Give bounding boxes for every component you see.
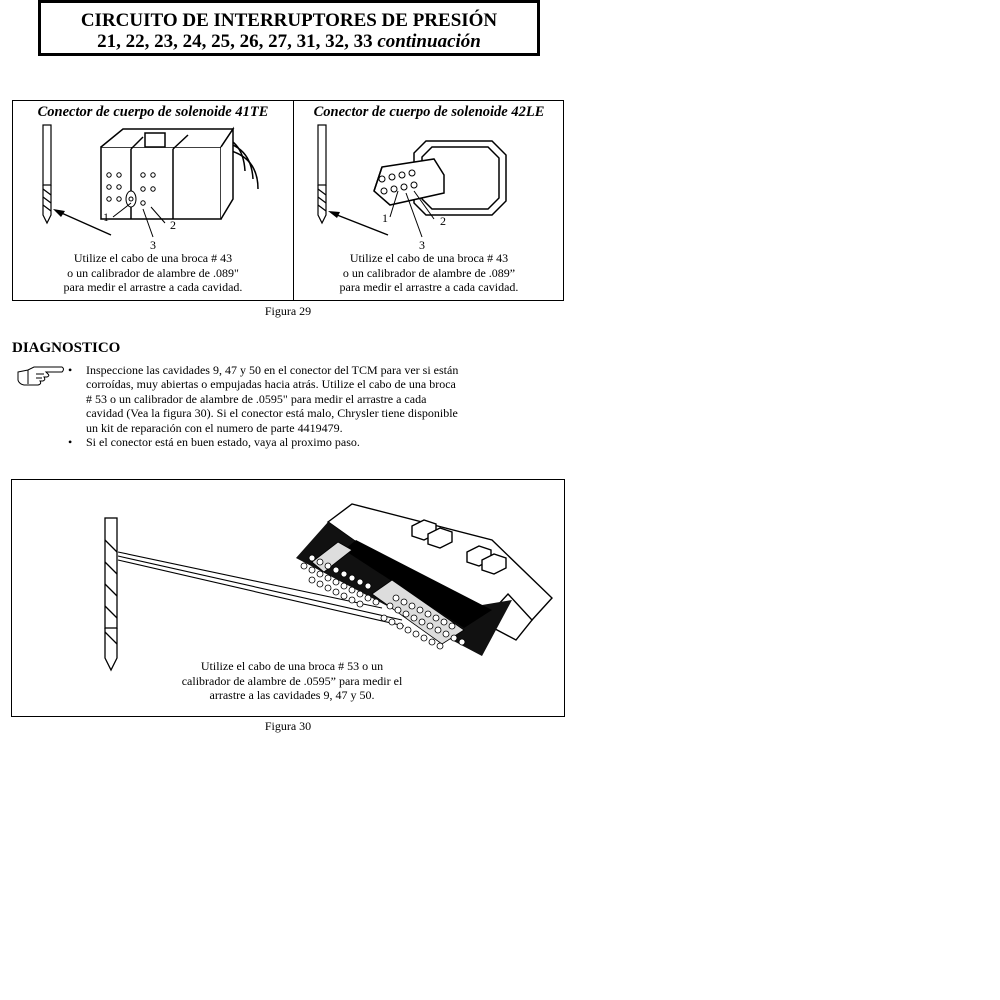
pointing-hand-icon bbox=[16, 364, 66, 388]
figure-29-label: Figura 29 bbox=[264, 304, 312, 318]
bullet-line: # 53 o un calibrador de alambre de .0595" para medir el arrastre a cada bbox=[86, 391, 427, 406]
panel-41te bbox=[13, 101, 293, 300]
caption-line: o un calibrador de alambre de .089" bbox=[67, 265, 239, 280]
page-title-box bbox=[38, 0, 540, 56]
diagnostico-heading: DIAGNOSTICO bbox=[12, 340, 121, 356]
panel-42le bbox=[294, 101, 564, 300]
drill-bit-icon bbox=[318, 125, 326, 223]
callout-1: 1 bbox=[103, 210, 109, 224]
bullet-dot: • bbox=[68, 363, 73, 377]
callout-3: 3 bbox=[150, 238, 156, 249]
connector-41te-drawing bbox=[13, 119, 293, 249]
figure-30-label: Figura 30 bbox=[264, 719, 312, 733]
caption-line: Utilize el cabo de una broca # 53 o un bbox=[200, 659, 384, 673]
callout-3: 3 bbox=[419, 238, 425, 249]
caption-line: calibrador de alambre de .0595” para medir el bbox=[181, 673, 403, 688]
panel-41te-title: Conector de cuerpo de solenoide 41TE bbox=[37, 104, 269, 120]
caption-line: para medir el arrastre a cada cavidad. bbox=[63, 280, 243, 294]
page-title: CIRCUITO DE INTERRUPTORES DE PRESIÓN bbox=[80, 10, 498, 31]
connector-42le-drawing bbox=[294, 119, 564, 249]
bullet-dot: • bbox=[68, 435, 73, 450]
callout-2: 2 bbox=[170, 218, 176, 232]
panel-42le-caption bbox=[294, 251, 564, 295]
bullet-line: un kit de reparación con el numero de parte 4419479. bbox=[86, 420, 343, 435]
figure-30-caption bbox=[162, 659, 422, 703]
list-item bbox=[68, 363, 508, 435]
panel-42le-title: Conector de cuerpo de solenoide 42LE bbox=[313, 104, 545, 120]
caption-line: o un calibrador de alambre de .089” bbox=[342, 265, 516, 280]
figure-29-box bbox=[12, 100, 564, 301]
callout-1: 1 bbox=[382, 211, 388, 225]
page-subtitle bbox=[41, 31, 537, 53]
circuit-numbers: 21, 22, 23, 24, 25, 26, 27, 31, 32, 33 bbox=[97, 31, 373, 52]
callout-2: 2 bbox=[440, 214, 446, 228]
drill-bit-icon bbox=[105, 518, 117, 670]
continuation-label: continuación bbox=[377, 31, 481, 52]
bullet-line: corroídas, muy abiertas o empujadas hacia atrás. Utilize el cabo de una broca bbox=[86, 377, 456, 392]
diagnostico-bullets bbox=[68, 363, 508, 449]
caption-line: para medir el arrastre a cada cavidad. bbox=[339, 280, 519, 294]
caption-line: Utilize el cabo de una broca # 43 bbox=[73, 251, 233, 265]
caption-line: Utilize el cabo de una broca # 43 bbox=[349, 251, 509, 265]
list-item bbox=[68, 435, 508, 449]
bullet-line: cavidad (Vea la figura 30). Si el conector está malo, Chrysler tiene disponible bbox=[86, 406, 458, 421]
bullet-line: Si el conector está en buen estado, vaya al proximo paso. bbox=[86, 435, 360, 450]
connector-41te-body bbox=[101, 129, 258, 219]
caption-line: arrastre a las cavidades 9, 47 y 50. bbox=[209, 688, 375, 702]
drill-bit-icon bbox=[43, 125, 51, 223]
bullet-line: Inspeccione las cavidades 9, 47 y 50 en el conector del TCM para ver si están bbox=[86, 363, 459, 377]
panel-41te-caption bbox=[13, 251, 293, 295]
figure-30-box bbox=[11, 479, 565, 717]
